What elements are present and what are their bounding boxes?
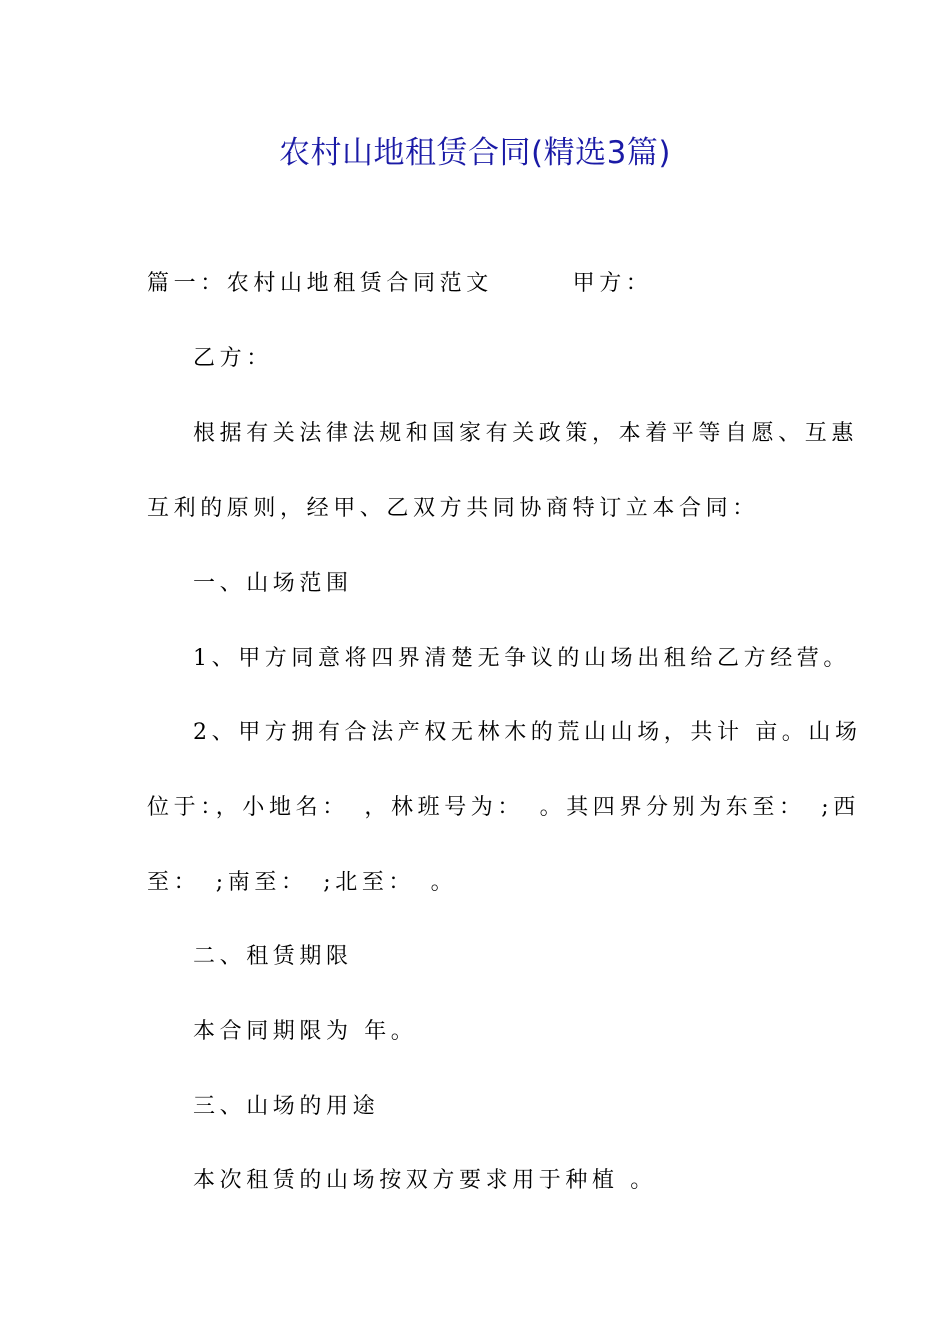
section-heading: 二、租赁期限 — [193, 944, 353, 969]
paragraph-line: 1、甲方同意将四界清楚无争议的山场出租给乙方经营。 — [193, 646, 850, 671]
section-heading: 一、山场范围 — [193, 571, 353, 596]
paragraph-line: 2、甲方拥有合法产权无林木的荒山山场，共计 亩。山场 — [193, 720, 862, 745]
paragraph-line: 根据有关法律法规和国家有关政策，本着平等自愿、互惠 — [193, 421, 859, 446]
paragraph-line: 位于：，小地名： ，林班号为： 。其四界分别为东至： ;西 — [147, 795, 860, 820]
document-title: 农村山地租赁合同(精选3篇) — [279, 135, 671, 171]
section-heading: 三、山场的用途 — [193, 1094, 380, 1119]
paragraph-line: 篇一：农村山地租赁合同范文 甲方： — [147, 271, 653, 296]
paragraph-line: 至： ;南至： ;北至： 。 — [147, 870, 458, 895]
paragraph-line: 乙方： — [193, 346, 273, 371]
paragraph-line: 互利的原则，经甲、乙双方共同协商特订立本合同： — [147, 496, 759, 521]
paragraph-line: 本次租赁的山场按双方要求用于种植 。 — [193, 1168, 657, 1193]
paragraph-line: 本合同期限为 年。 — [193, 1019, 418, 1044]
